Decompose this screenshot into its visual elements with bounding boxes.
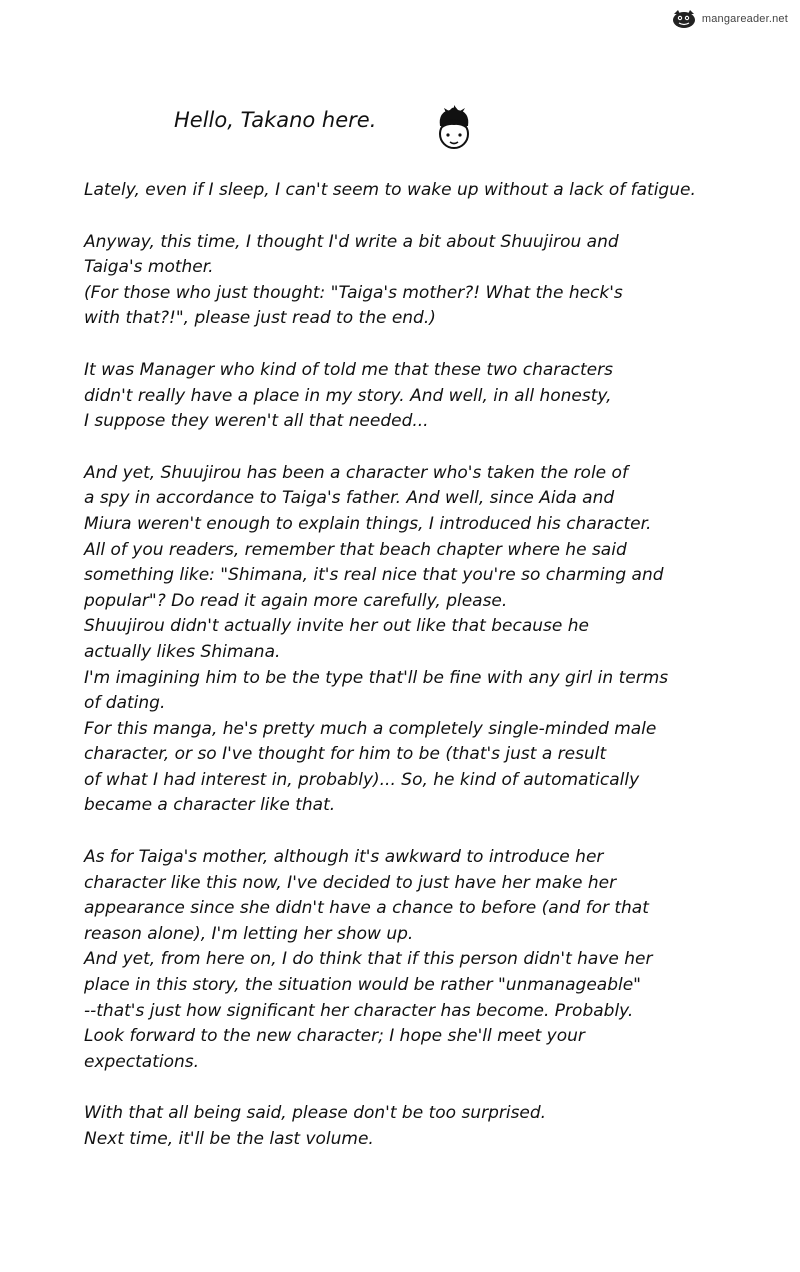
paragraph — [84, 358, 764, 435]
text-line: (For those who just thought: "Taiga's mother?! What the heck's — [84, 282, 623, 303]
text-line: Shuujirou didn't actually invite her out like that because he — [84, 616, 589, 637]
text-line: Anyway, this time, I thought I'd write a bit about Shuujirou and — [84, 231, 619, 252]
text-line: And yet, Shuujirou has been a character who's taken the role of — [84, 462, 628, 483]
text-line: I'm imagining him to be the type that'll be fine with any girl in terms — [84, 667, 669, 688]
paragraph — [84, 178, 764, 204]
text-line: Miura weren't enough to explain things, I introduced his character. — [84, 513, 652, 534]
text-line: Taiga's mother. — [84, 257, 214, 278]
text-line: For this manga, he's pretty much a completely single-minded male — [84, 718, 657, 739]
paragraph — [84, 461, 764, 819]
text-line: And yet, from here on, I do think that if this person didn't have her — [84, 949, 653, 970]
text-line: As for Taiga's mother, although it's awkward to introduce her — [84, 847, 604, 868]
header — [174, 108, 376, 132]
text-line: character like this now, I've decided to just have her make her — [84, 872, 617, 893]
text-line: Next time, it'll be the last volume. — [84, 1129, 374, 1149]
page-title: Hello, Takano here. — [174, 108, 377, 132]
mascot-logo-icon — [670, 8, 698, 30]
text-line: of dating. — [84, 693, 166, 714]
text-line: popular"? Do read it again more carefully, please. — [84, 590, 508, 611]
text-line: a spy in accordance to Taiga's father. And well, since Aida and — [84, 488, 615, 509]
text-line: expectations. — [84, 1051, 200, 1072]
text-line: With that all being said, please don't be too surprised. — [84, 1103, 547, 1124]
text-line: appearance since she didn't have a chance to before (and for that — [84, 898, 649, 919]
text-line: I suppose they weren't all that needed... — [84, 411, 429, 432]
text-line: It was Manager who kind of told me that these two characters — [84, 359, 613, 380]
watermark-text: mangareader.net — [701, 13, 788, 25]
text-line: something like: "Shimana, it's real nice that you're so charming and — [84, 565, 664, 586]
paragraph — [84, 1101, 764, 1152]
text-line: Lately, even if I sleep, I can't seem to wake up without a lack of fatigue. — [84, 180, 696, 200]
text-line: with that?!", please just read to the end.) — [84, 308, 436, 329]
text-line: became a character like that. — [84, 795, 336, 816]
text-line: character, or so I've thought for him to be (that's just a result — [84, 744, 607, 765]
text-line: didn't really have a place in my story. And well, in all honesty, — [84, 385, 612, 406]
text-line: reason alone), I'm letting her show up. — [84, 923, 414, 944]
text-line: --that's just how significant her character has become. Probably. — [84, 1000, 634, 1021]
text-line: place in this story, the situation would be rather "unmanageable" — [84, 975, 641, 996]
text-line: Look forward to the new character; I hope she'll meet your — [84, 1026, 585, 1047]
paragraph — [84, 230, 764, 332]
text-line: actually likes Shimana. — [84, 641, 281, 662]
author-face-icon — [432, 104, 476, 154]
paragraph — [84, 845, 764, 1075]
watermark — [670, 8, 788, 30]
text-line: of what I had interest in, probably)... So, he kind of automatically — [84, 769, 640, 790]
letter-body — [84, 178, 764, 1179]
text-line: All of you readers, remember that beach chapter where he said — [84, 539, 627, 560]
